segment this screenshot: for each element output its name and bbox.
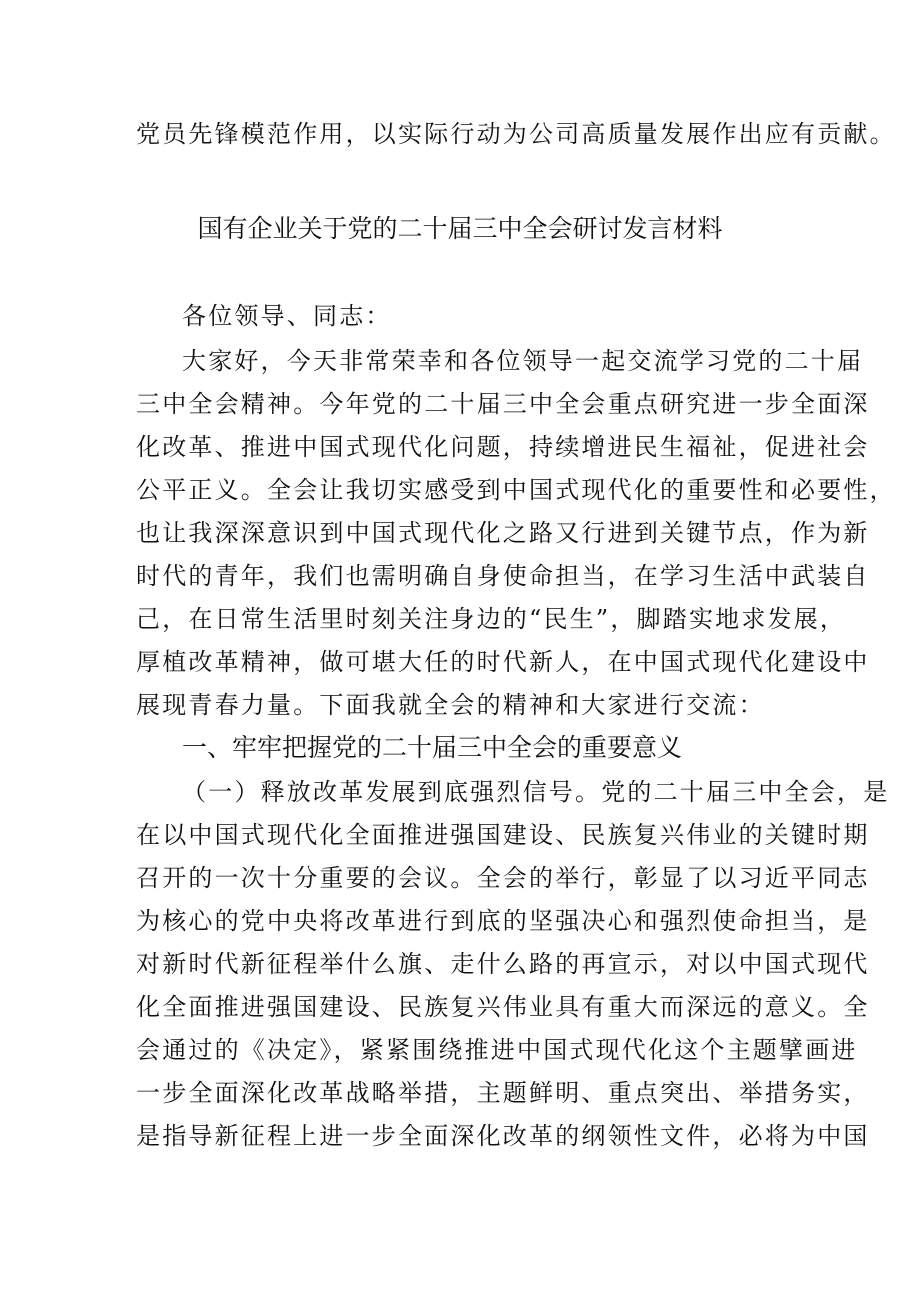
- section-1-heading: 一、牢牢把握党的二十届三中全会的重要意义: [182, 733, 683, 762]
- paragraph-2-line: 为核心的党中央将改革进行到底的坚强决心和强烈使命担当，是: [136, 907, 870, 935]
- paragraph-1-line: 公平正义。全会让我切实感受到中国式现代化的重要性和必要性，: [136, 476, 896, 504]
- paragraph-2-line: 是指导新征程上进一步全面深化改革的纲领性文件，必将为中国: [136, 1122, 870, 1150]
- paragraph-1-line: 时代的青年，我们也需明确自身使命担当，在学习生活中武装自: [136, 562, 870, 590]
- paragraph-2-line: 化全面推进强国建设、民族复兴伟业具有重大而深远的意义。全: [136, 993, 870, 1021]
- opening-line: 党员先锋模范作用，以实际行动为公司高质量发展作出应有贡献。: [136, 120, 896, 148]
- paragraph-1-line: 大家好，今天非常荣幸和各位领导一起交流学习党的二十届: [182, 347, 864, 375]
- salutation: 各位领导、同志：: [182, 302, 392, 330]
- paragraph-1-line: 展现青春力量。下面我就全会的精神和大家进行交流：: [136, 691, 765, 719]
- paragraph-1-line: 三中全会精神。今年党的二十届三中全会重点研究进一步全面深: [136, 390, 870, 418]
- paragraph-2-line: （一）释放改革发展到底强烈信号。党的二十届三中全会，是: [182, 778, 890, 806]
- paragraph-2-line: 对新时代新征程举什么旗、走什么路的再宣示，对以中国式现代: [136, 950, 870, 978]
- paragraph-2-line: 召开的一次十分重要的会议。全会的举行，彰显了以习近平同志: [136, 864, 870, 892]
- paragraph-1-line: 化改革、推进中国式现代化问题，持续增进民生福祉，促进社会: [136, 433, 870, 461]
- paragraph-2-line: 会通过的《决定》，紧紧围绕推进中国式现代化这个主题擘画进: [136, 1036, 858, 1064]
- paragraph-1-line: 也让我深深意识到中国式现代化之路又行进到关键节点，作为新: [136, 519, 870, 547]
- paragraph-2-line: 在以中国式现代化全面推进强国建设、民族复兴伟业的关键时期: [136, 821, 870, 849]
- paragraph-1-line: 己，在日常生活里时刻关注身边的“民生”，脚踏实地求发展，: [136, 605, 847, 633]
- paragraph-1-line: 厚植改革精神，做可堪大任的时代新人，在中国式现代化建设中: [136, 648, 870, 676]
- paragraph-2-line: 一步全面深化改革战略举措，主题鲜明、重点突出、举措务实，: [136, 1079, 870, 1107]
- document-title: 国有企业关于党的二十届三中全会研讨发言材料: [197, 214, 723, 243]
